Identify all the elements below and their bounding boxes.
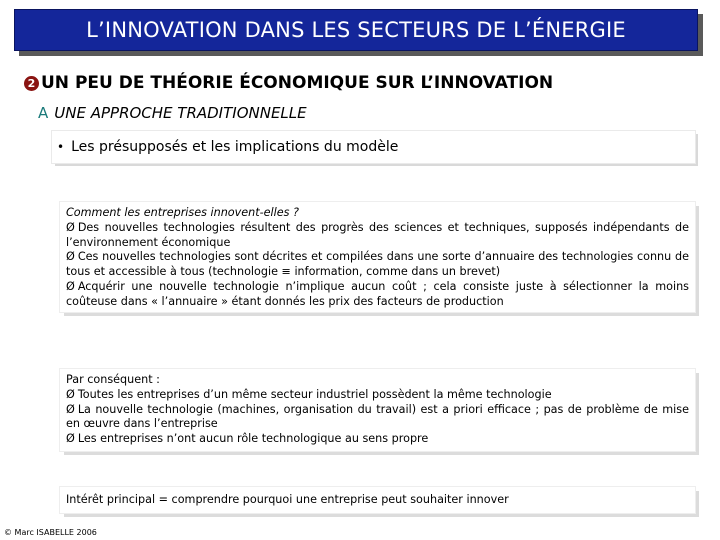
list-item-text: Toutes les entreprises d’un même secteur industriel possèdent la même technologie bbox=[77, 387, 552, 401]
section-heading-text: UN PEU DE THÉORIE ÉCONOMIQUE SUR L’INNOVATION bbox=[41, 73, 554, 93]
copyright-footer: © Marc ISABELLE 2006 bbox=[4, 528, 97, 537]
arrow-bullet-icon: Ø bbox=[66, 279, 75, 293]
content-box-consequences bbox=[60, 369, 695, 451]
main-interest-text: Intérêt principal = comprendre pourquoi une entreprise peut souhaiter innover bbox=[66, 492, 509, 506]
list-item-text: Des nouvelles technologies résultent des progrès des sciences et techniques, supposés indépendants de l’environnement économique bbox=[66, 220, 689, 249]
list-item-text: Ces nouvelles technologies sont décrites et compilées dans une sorte d’annuaire des technologies connu de tous et accessible à tous (technologie ≡ information, comme dans un brevet) bbox=[66, 250, 689, 279]
list-item-text: La nouvelle technologie (machines, organisation du travail) est a priori efficace ; pas de problème de mise en œuvre dans l’entreprise bbox=[66, 402, 689, 431]
bullet-dot-icon: • bbox=[57, 140, 65, 154]
list-item bbox=[66, 432, 689, 447]
sub-heading-text: UNE APPROCHE TRADITIONNELLE bbox=[54, 104, 307, 122]
box-question: Comment les entreprises innovent-elles ? bbox=[66, 206, 299, 219]
arrow-bullet-icon: Ø bbox=[66, 250, 75, 264]
box-intro: Par conséquent : bbox=[66, 373, 160, 386]
content-box-main-interest bbox=[60, 487, 695, 513]
list-item bbox=[66, 388, 689, 403]
arrow-bullet-icon: Ø bbox=[66, 220, 75, 234]
list-item bbox=[66, 280, 689, 310]
list-item bbox=[66, 403, 689, 433]
bullet-box bbox=[52, 131, 695, 163]
content-box-how-firms-innovate bbox=[60, 202, 695, 312]
section-heading bbox=[24, 73, 553, 93]
list-item-text: Les entreprises n’ont aucun rôle technologique au sens propre bbox=[77, 432, 429, 446]
list-item bbox=[66, 221, 689, 251]
sub-heading bbox=[38, 104, 307, 122]
bullet-text: Les présupposés et les implications du modèle bbox=[71, 139, 399, 155]
sub-heading-letter: A bbox=[38, 104, 49, 122]
slide-title-text: L’INNOVATION DANS LES SECTEURS DE L’ÉNERGIE bbox=[86, 18, 626, 42]
numbered-bullet-icon: 2 bbox=[24, 76, 39, 91]
arrow-bullet-icon: Ø bbox=[66, 387, 75, 401]
arrow-bullet-icon: Ø bbox=[66, 402, 75, 416]
list-item-text: Acquérir une nouvelle technologie n’implique aucun coût ; cela consiste juste à sélectionner la moins coûteuse dans « l’annuaire » étant donnés les prix des facteurs de production bbox=[66, 279, 689, 308]
slide-title bbox=[14, 9, 698, 51]
arrow-bullet-icon: Ø bbox=[66, 432, 75, 446]
list-item bbox=[66, 250, 689, 280]
